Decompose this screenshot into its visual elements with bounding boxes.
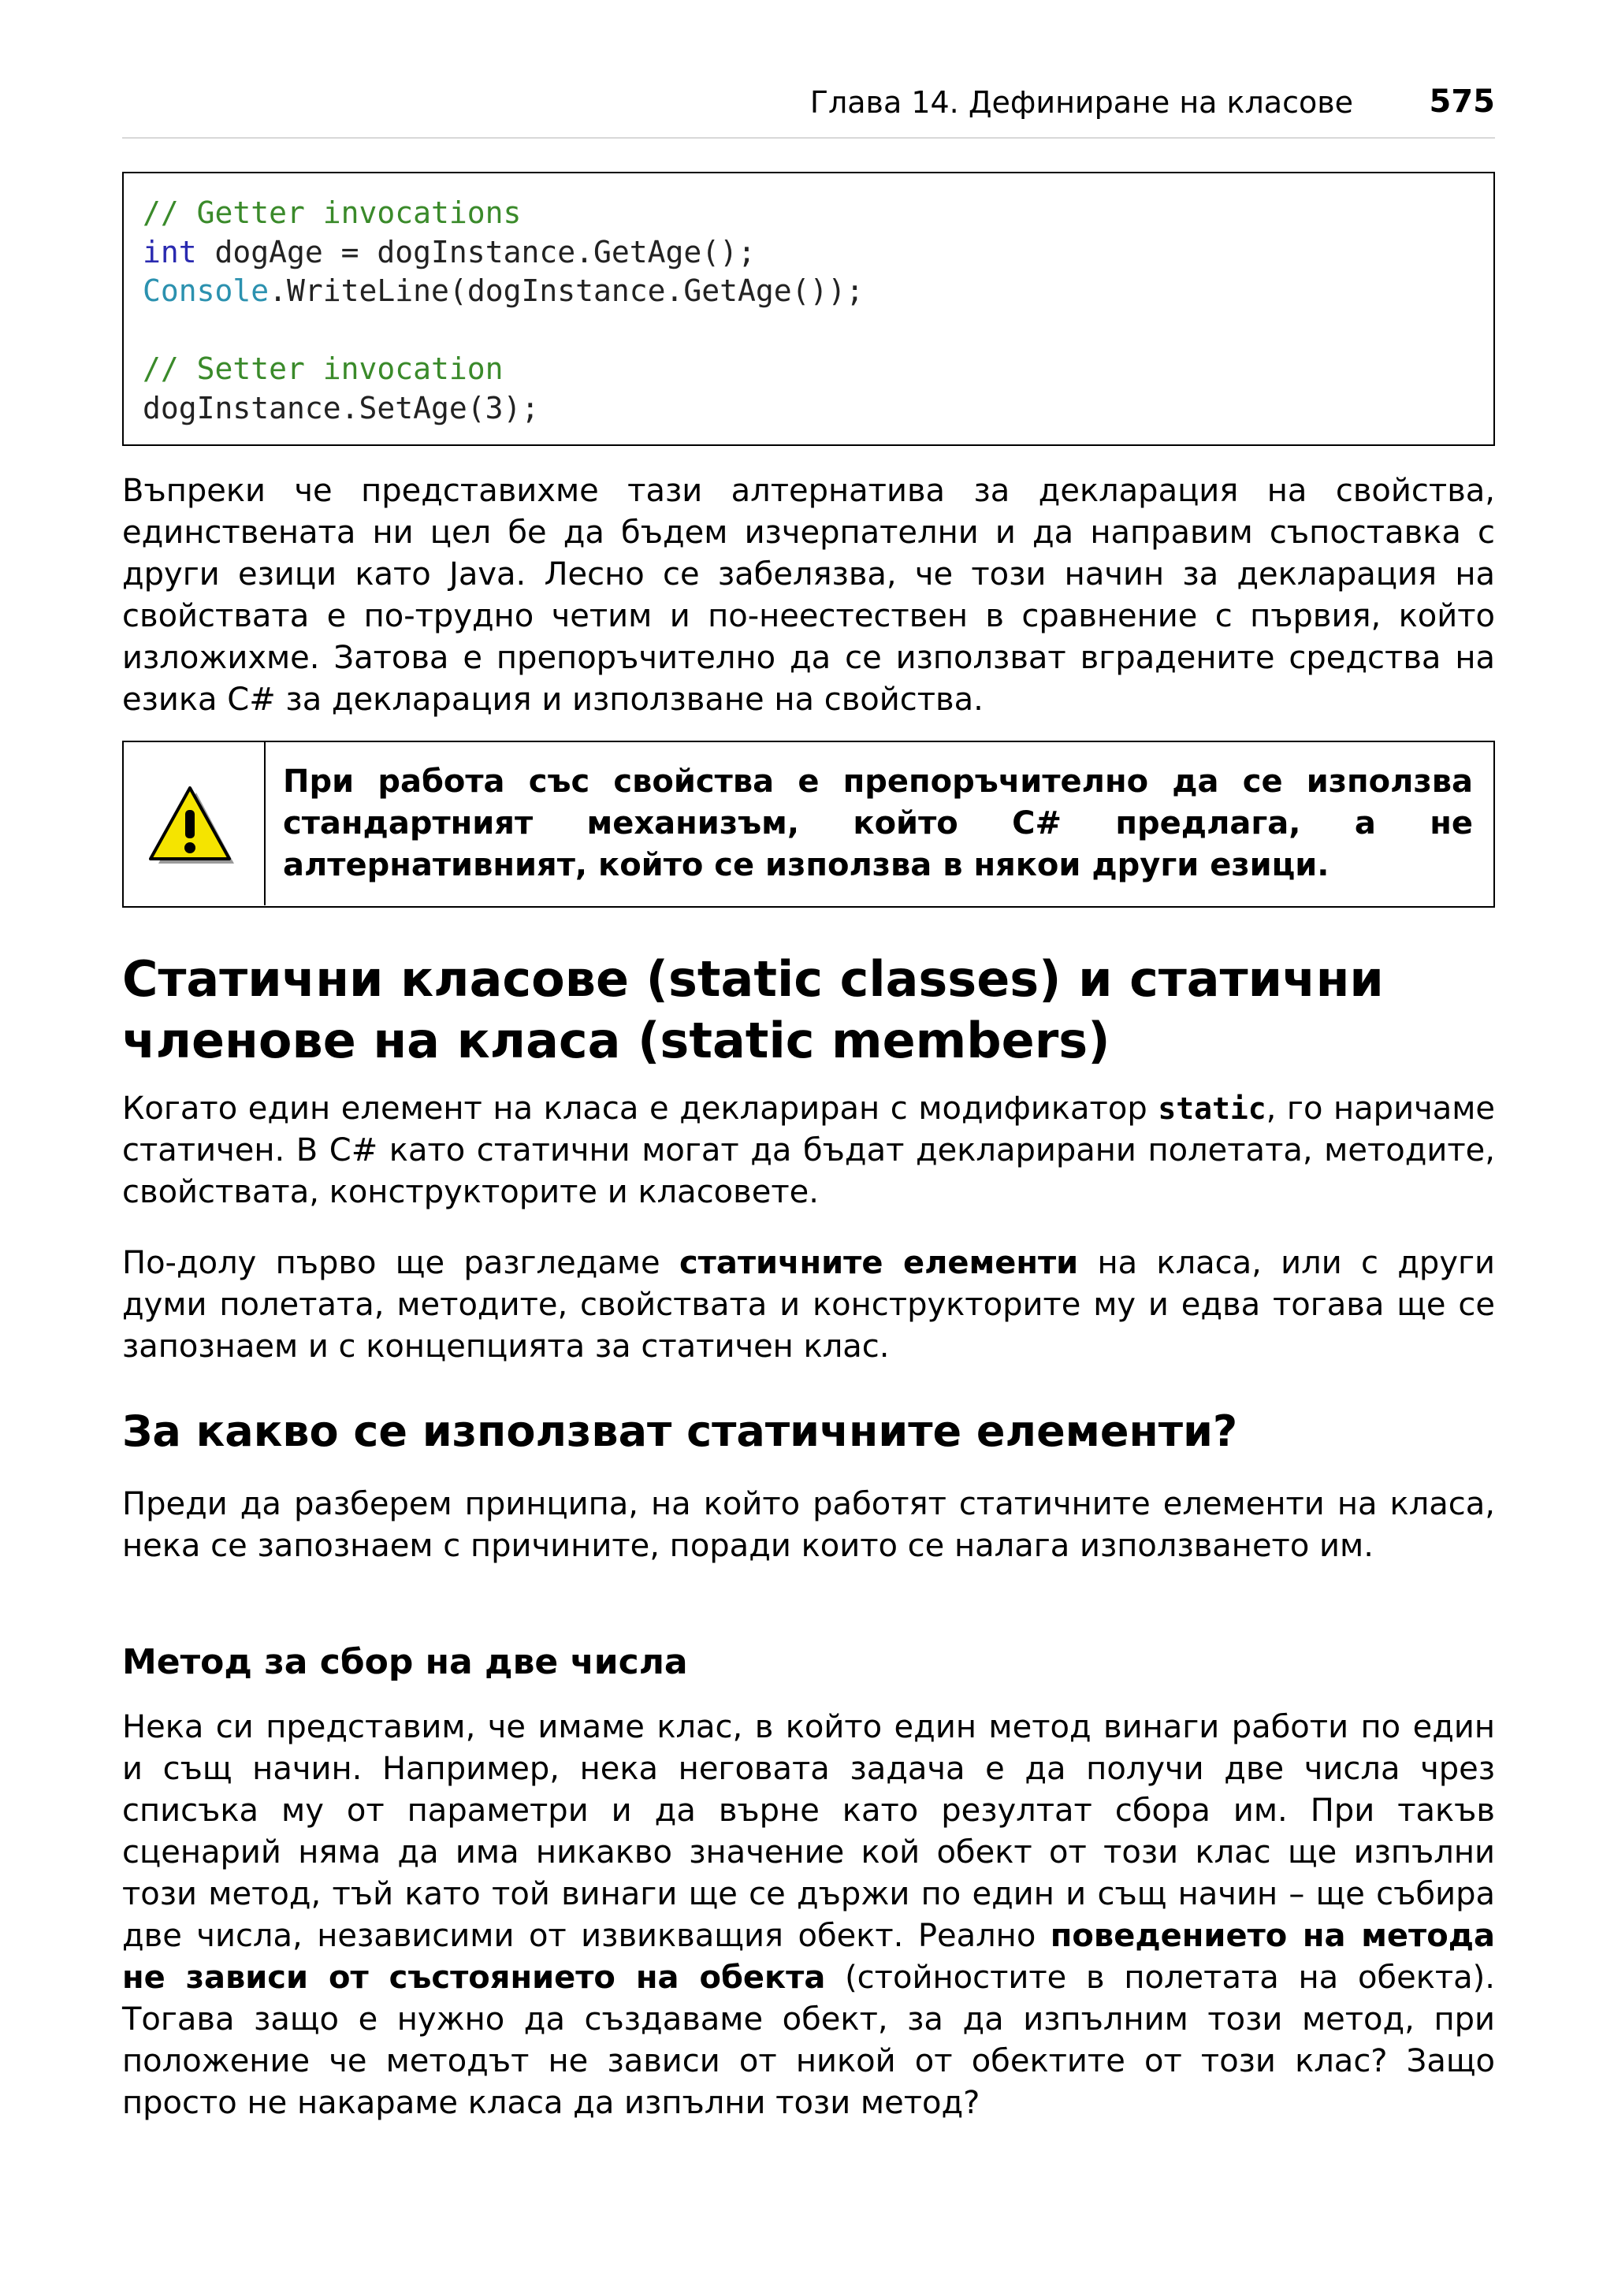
- inline-code-static: static: [1158, 1091, 1266, 1126]
- chapter-title: Глава 14. Дефиниране на класове: [809, 85, 1353, 120]
- code-line: dogInstance.SetAge(3);: [143, 390, 540, 425]
- note-text: При работа със свойства е препоръчително да се използва стандартният механизъм, който C# предлага, а не алтернативният, който се използва в някои други езици.: [283, 763, 1473, 883]
- warning-note: [122, 741, 1495, 908]
- paragraph-alternatives: Въпреки че представихме тази алтернатива за декларация на свойства, единствената ни цел бе да бъдем изчерпателни и да направим съпоставка с други езици като Java. Лесно се забелязва, че този начин за декларация на свойствата е по-трудно четим и по-неестествен в сравнение с първия, който изложихме. Затова е препоръчително да се използват вградените средства на езика C# за декларация и използване на свойства.: [122, 473, 1495, 718]
- page-number: 575: [1429, 84, 1495, 120]
- subsection-heading-sum: Метод за сбор на две числа: [122, 1642, 688, 1682]
- warning-icon: [144, 786, 237, 868]
- paragraph-usage: Преди да разберем принципа, на който работят статичните елементи на класа, нека се запознаем с причините, поради които се налага използването им.: [122, 1486, 1495, 1564]
- paragraph-static-intro: По-долу първо ще разгледаме статичните елементи на класа, или с други думи полетата, методите, свойствата и конструкторите му и едва тогава ще се запознаем и с концепцията за статичен клас.: [122, 1245, 1496, 1365]
- code-line-blank: [143, 311, 1493, 351]
- code-line: int dogAge = dogInstance.GetAge();: [143, 234, 756, 269]
- paragraph-static-definition: Когато един елемент на класа е деклариран с модификатор static, го наричаме статичен. В C# като статични могат да бъдат декларирани полетата, методите, свойствата, конструкторите и класовете.: [122, 1090, 1495, 1210]
- code-line: Console.WriteLine(dogInstance.GetAge());: [143, 273, 865, 308]
- running-header: [122, 82, 1495, 139]
- code-line: // Setter invocation: [143, 351, 504, 386]
- note-icon-cell: [124, 742, 266, 905]
- section-heading-static: Статични класове (static classes) и статични членове на класа (static members): [122, 950, 1384, 1069]
- code-block: [122, 172, 1495, 446]
- paragraph-sum-method: Нека си представим, че имаме клас, в който един метод винаги работи по един и същ начин. Например, нека неговата задача е да получи две числа чрез списъка му от параметри и да върне като резултат сбора им. При такъв сценарий няма да има никакво значение кой обект от този клас ще изпълни този метод, тъй като той винаги ще се държи по един и същ начин – ще събира две числа, независими от извикващия обект. Реално поведението на метода не зависи от състоянието на обекта (стойностите в полетата на обекта). Тогава защо е нужно да създаваме обект, за да изпълним този метод, при положение че методът не зависи от никой от обектите от този клас? Защо просто не накараме класа да изпълни този метод?: [122, 1709, 1496, 2121]
- code-line: // Getter invocations: [143, 195, 522, 230]
- section-heading-usage: За какво се използват статичните елементи?: [122, 1406, 1238, 1456]
